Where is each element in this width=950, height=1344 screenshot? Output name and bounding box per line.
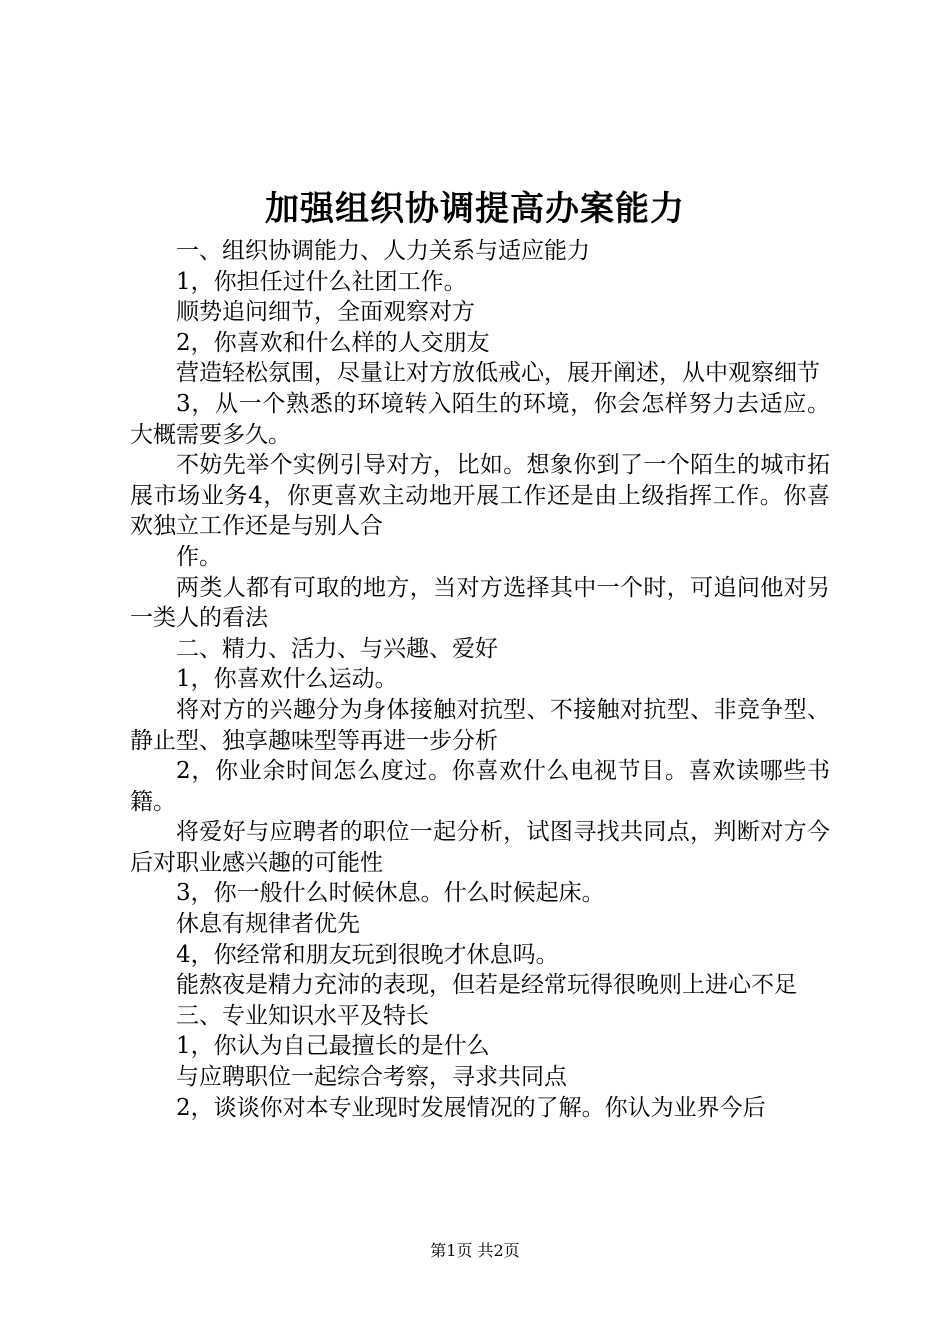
answer-note: 两类人都有可取的地方，当对方选择其中一个时，可追问他对另一类人的看法 xyxy=(130,574,830,632)
question: 4，你经常和朋友玩到很晚才休息吗。 xyxy=(176,941,559,968)
question: 3，你一般什么时候休息。什么时候起床。 xyxy=(176,880,605,907)
section-heading: 一、组织协调能力、人力关系与适应能力 xyxy=(176,238,590,264)
answer-note: 将爱好与应聘者的职位一起分析，试图寻找共同点，判断对方今后对职业感兴趣的可能性 xyxy=(130,819,830,876)
document-title: 加强组织协调提高办案能力 xyxy=(265,189,685,229)
question: 1，你担任过什么社团工作。 xyxy=(176,268,467,295)
answer-note: 营造轻松氛围，尽量让对方放低戒心，展开阐述，从中观察细节 xyxy=(176,360,820,387)
page-footer: 第1页 共2页 xyxy=(430,1241,520,1260)
question: 3，从一个熟悉的环境转入陌生的环境，你会怎样努力去适应。大概需要多久。 xyxy=(130,390,830,448)
answer-note: 休息有规律者优先 xyxy=(176,911,360,938)
answer-note: 顺势追问细节，全面观察对方 xyxy=(176,299,475,326)
section-heading: 三、专业知识水平及特长 xyxy=(176,1002,429,1029)
section-heading: 二、精力、活力、与兴趣、爱好 xyxy=(176,635,498,662)
answer-note-continued: 作。 xyxy=(176,543,222,570)
question: 2，谈谈你对本专业现时发展情况的了解。你认为业界今后 xyxy=(176,1094,766,1121)
question: 1，你喜欢什么运动。 xyxy=(176,666,398,693)
answer-note: 不妨先举个实例引导对方，比如。想象你到了一个陌生的城市拓展市场业务4，你更喜欢主动地开展工作还是由上级指挥工作。你喜欢独立工作还是与别人合 xyxy=(130,452,830,540)
answer-note: 与应聘职位一起综合考察，寻求共同点 xyxy=(176,1064,567,1091)
answer-note: 能熬夜是精力充沛的表现，但若是经常玩得很晚则上进心不足 xyxy=(176,972,797,999)
question: 2，你喜欢和什么样的人交朋友 xyxy=(176,329,490,356)
document-body xyxy=(130,236,830,1123)
answer-note: 将对方的兴趣分为身体接触对抗型、不接触对抗型、非竞争型、静止型、独享趣味型等再进一步分析 xyxy=(130,696,830,754)
question: 2，你业余时间怎么度过。你喜欢什么电视节目。喜欢读哪些书籍。 xyxy=(130,758,830,815)
question: 1，你认为自己最擅长的是什么 xyxy=(176,1033,490,1060)
